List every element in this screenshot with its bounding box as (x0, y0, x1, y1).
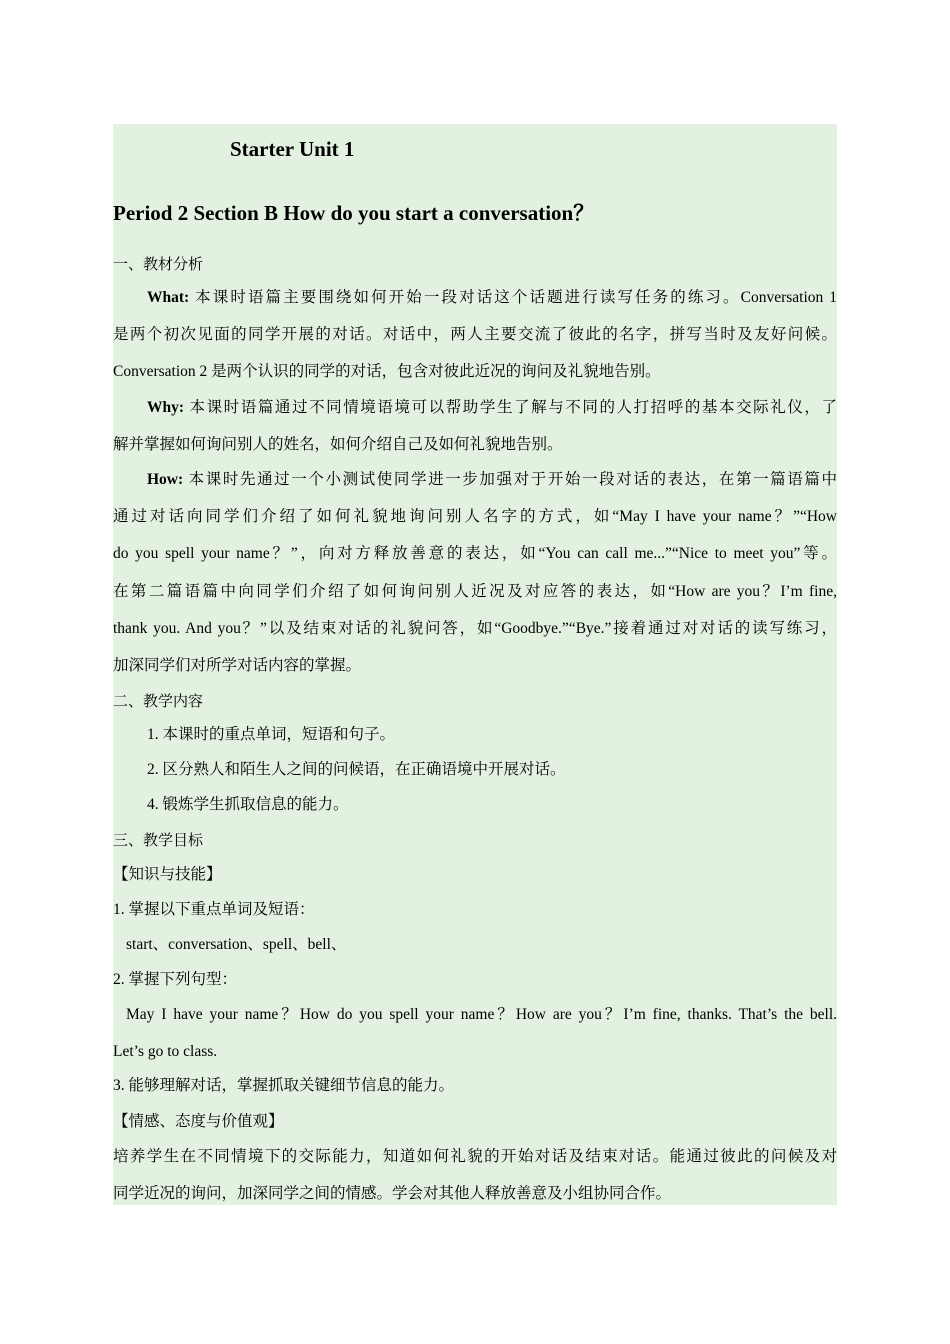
knowledge-item: 3. 能够理解对话，掌握抓取关键细节信息的能力。 (113, 1077, 455, 1094)
how-paragraph-line (147, 470, 837, 490)
how-paragraph-line: thank you. And you？”以及结束对话的礼貌问答，如“Goodbye.”“Bye.”接着通过对对话的读写练习， (113, 620, 837, 637)
what-label: What: (147, 289, 190, 306)
section-heading-content: 二、教学内容 (113, 692, 204, 710)
what-text: 本课时语篇主要围绕如何开始一段对话这个话题进行读写任务的练习。Conversation 1 (189, 289, 837, 306)
why-text: 本课时语篇通过不同情境语境可以帮助学生了解与不同的人打招呼的基本交际礼仪，了 (184, 399, 837, 416)
how-paragraph-line: do you spell your name？”，向对方释放善意的表达，如“You can call me...”“Nice to meet you”等。 (113, 545, 837, 562)
how-text: 本课时先通过一个小测试使同学进一步加强对于开始一段对话的表达，在第一篇语篇中 (183, 471, 837, 488)
what-paragraph-line: 是两个初次见面的同学开展的对话。对话中，两人主要交流了彼此的名字，拼写当时及友好问候。 (113, 326, 837, 343)
values-paragraph-line: 同学近况的询问，加深同学之间的情感。学会对其他人释放善意及小组协同合作。 (113, 1185, 672, 1202)
knowledge-words: start、conversation、spell、bell、 (126, 936, 347, 953)
list-item: 4. 锻炼学生抓取信息的能力。 (147, 796, 349, 813)
why-paragraph-line: 解并掌握如何询问别人的姓名，如何介绍自己及如何礼貌地告别。 (113, 436, 563, 453)
sentence-patterns-line: May I have your name？How do you spell your name？How are you？I’m fine, thanks. That’s the bell. (126, 1006, 837, 1023)
what-paragraph-line (147, 288, 837, 308)
knowledge-item: 1. 掌握以下重点单词及短语： (113, 901, 315, 918)
page-title: Starter Unit 1 (230, 137, 355, 161)
how-paragraph-line: 在第二篇语篇中向同学们介绍了如何询问别人近况及对应答的表达，如“How are you？I’m fine, (113, 583, 837, 600)
why-paragraph-line (147, 398, 837, 418)
page-subtitle: Period 2 Section B How do you start a conversation？ (113, 201, 595, 225)
how-paragraph-line: 通过对话向同学们介绍了如何礼貌地询问别人名字的方式，如“May I have your name？”“How (113, 508, 837, 525)
what-paragraph-line: Conversation 2 是两个认识的同学的对话，包含对彼此近况的询问及礼貌地告别。 (113, 363, 661, 380)
subheading-knowledge: 【知识与技能】 (113, 866, 222, 883)
section-heading-analysis: 一、教材分析 (113, 255, 204, 273)
section-heading-goals: 三、教学目标 (113, 831, 204, 849)
how-paragraph-line: 加深同学们对所学对话内容的掌握。 (113, 657, 362, 674)
how-label: How: (147, 471, 184, 488)
sentence-patterns-line: Let’s go to class. (113, 1043, 218, 1060)
list-item: 2. 区分熟人和陌生人之间的问候语，在正确语境中开展对话。 (147, 761, 566, 778)
knowledge-item: 2. 掌握下列句型： (113, 971, 238, 988)
values-paragraph-line: 培养学生在不同情境下的交际能力，知道如何礼貌的开始对话及结束对话。能通过彼此的问候及对 (113, 1148, 837, 1165)
subheading-values: 【情感、态度与价值观】 (113, 1113, 284, 1130)
list-item: 1. 本课时的重点单词，短语和句子。 (147, 726, 396, 743)
why-label: Why: (147, 399, 185, 416)
